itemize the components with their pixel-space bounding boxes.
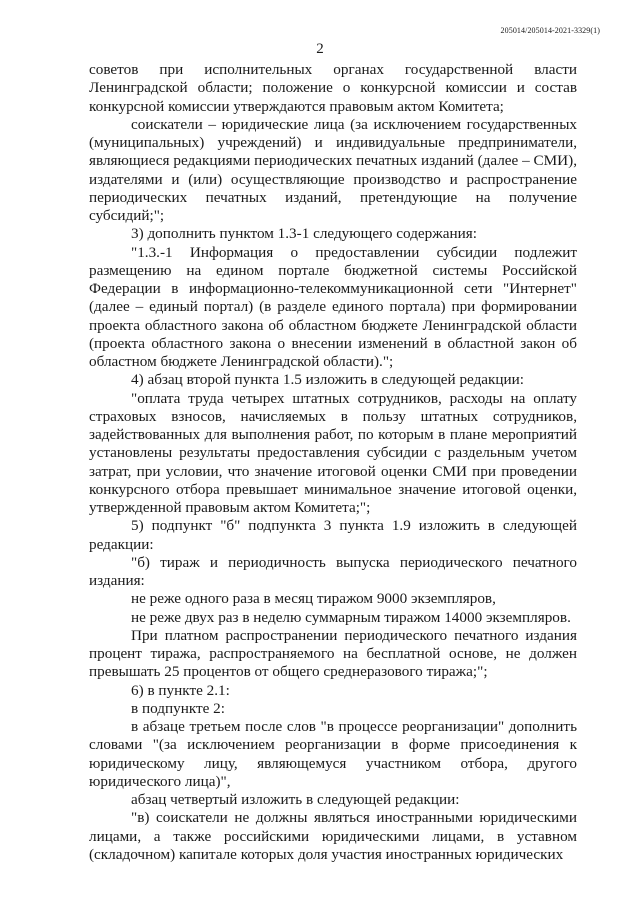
paragraph-free-distribution: При платном распространении периодического печатного издания процент тиража, распространяемого на бесплатной основе, не должен превышать 25 процентов от общего среднеразового тиража;"; xyxy=(89,626,577,681)
paragraph-subitem-2: в подпункте 2: xyxy=(131,699,225,717)
paragraph-weekly-circulation: не реже двух раз в неделю суммарным тиражом 14000 экземпляров. xyxy=(131,608,571,626)
paragraph-fourth-abzac: абзац четвертый изложить в следующей редакции: xyxy=(131,791,460,808)
paragraph-third-abzac: в абзаце третьем после слов "в процессе реорганизации" дополнить словами "(за исключением реорганизации в форме присоединения к юридическому лицу, являющемуся участником отбора, другого юридического лица)", xyxy=(89,718,577,790)
page-number: 2 xyxy=(316,41,324,57)
document-body xyxy=(89,61,577,864)
paragraph-item-3: 3) дополнить пунктом 1.3-1 следующего содержания: xyxy=(131,225,477,243)
paragraph-item-4: 4) абзац второй пункта 1.5 изложить в следующей редакции: xyxy=(131,371,525,389)
paragraph-applicants-definition: соискатели – юридические лица (за исключением государственных (муниципальных) учреждений) и индивидуальные предприниматели, являющиеся редакциями периодических печатных изданий (далее – СМИ), издателями и (или) осуществляющие производство и распространение периодических печатных изданий, претендующие на получение субсидий;"; xyxy=(89,115,577,224)
paragraph-monthly-circulation: не реже одного раза в месяц тиражом 9000 экземпляров, xyxy=(131,590,496,608)
paragraph-subitem-b: "б) тираж и периодичность выпуска периодического печатного издания: xyxy=(89,553,577,589)
paragraph-clause-1-3-1: "1.3.-1 Информация о предоставлении субсидии подлежит размещению на едином портале бюджетной системы Российской Федерации в информационно-телекоммуникационной сети "Интернет" (далее – единый портал) (в разделе единого портала) при формировании проекта областного закона об областном бюджете Ленинградской области (проекта областного закона о внесении изменений в областной закон об областном бюджете Ленинградской области)."; xyxy=(89,243,577,370)
paragraph-item-6: 6) в пункте 2.1: xyxy=(131,681,230,699)
paragraph-foreign-entities: "в) соискатели не должны являться иностранными юридическими лицами, а также российскими юридическими лицами, в уставном (складочном) капитале которых доля участия иностранных юридических xyxy=(89,809,577,863)
paragraph-item-5: 5) подпункт "б" подпункта 3 пункта 1.9 изложить в следующей редакции: xyxy=(89,517,577,553)
paragraph-labor-costs: "оплата труда четырех штатных сотрудников, расходы на оплату страховых взносов, начисляемых в пользу штатных сотрудников, задействованных для выполнения работ, по которым в плане мероприятий установлены результаты предоставления субсидии с раздельным учетом затрат, при условии, что значение итоговой оценки СМИ при проведении конкурсного отбора превышает минимальное значение итоговой оценки, утвержденной правовым актом Комитета;"; xyxy=(89,389,577,516)
document-id: 205014/205014-2021-3329(1) xyxy=(500,26,600,35)
paragraph-continuation: советов при исполнительных органах государственной власти Ленинградской области; положение о конкурсной комиссии и состав конкурсной комиссии утверждаются правовым актом Комитета; xyxy=(89,61,577,115)
